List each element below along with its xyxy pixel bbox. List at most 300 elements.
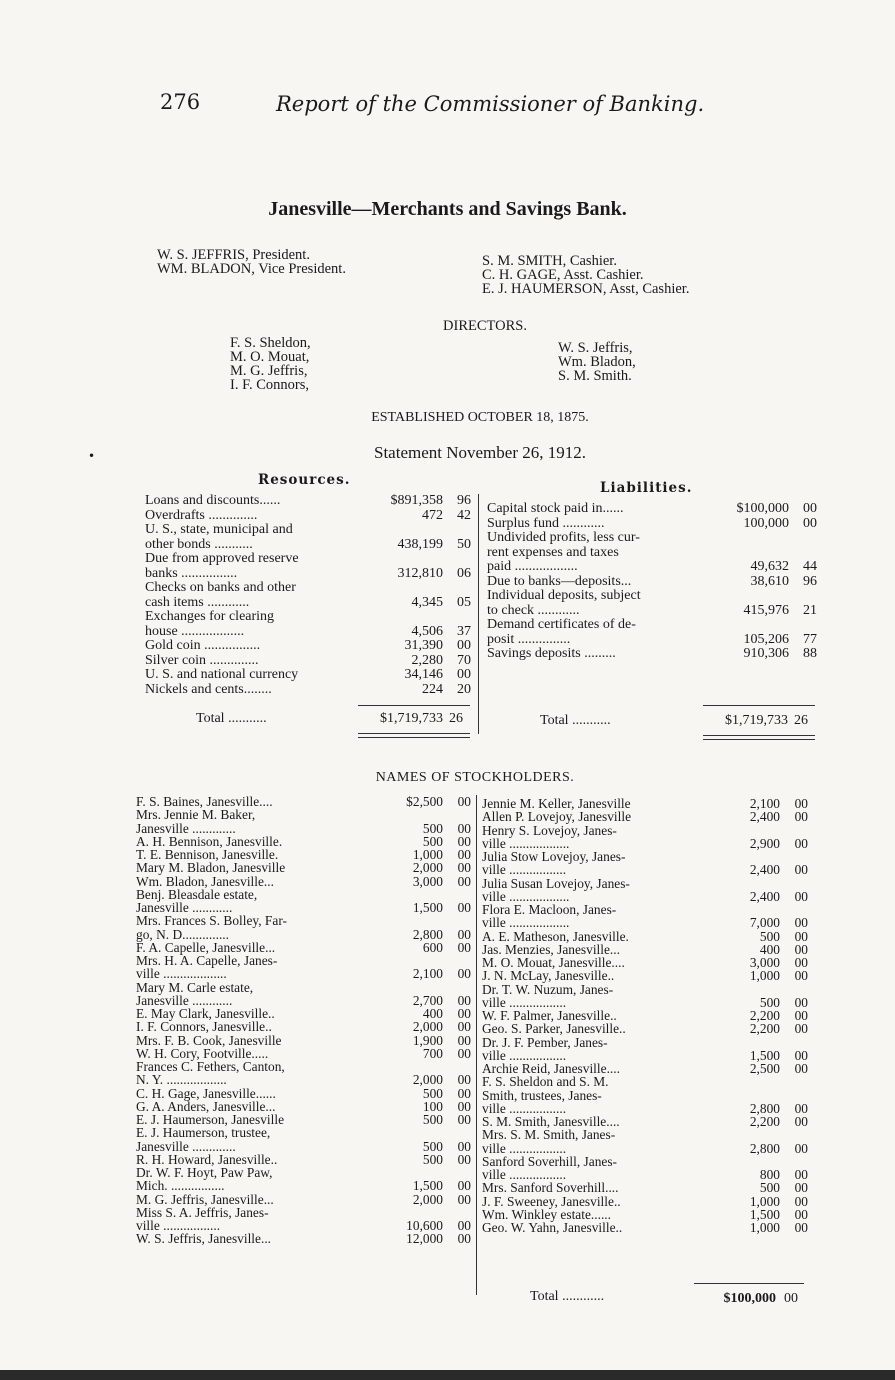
table-row — [145, 538, 471, 553]
table-row — [482, 1128, 808, 1141]
officer-asst-cashier-2: E. J. HAUMERSON, Asst, Cashier. — [482, 281, 690, 297]
row-label: Demand certificates of de- — [487, 617, 636, 632]
row-cents: 00 — [794, 1206, 808, 1222]
row-cents: 44 — [803, 559, 817, 574]
table-row — [482, 1168, 808, 1181]
row-cents: 21 — [803, 602, 817, 618]
table-row — [136, 1100, 471, 1113]
row-label: W. S. Jeffris, Janesville... — [136, 1231, 272, 1247]
row-cents: 00 — [457, 1085, 471, 1101]
row-amount: 600 — [422, 939, 443, 955]
row-label: S. M. Smith, Janesville.... — [482, 1114, 620, 1129]
row-amount: 1,000 — [412, 847, 443, 862]
table-row — [482, 956, 808, 969]
row-label: F. A. Capelle, Janesville... — [136, 939, 276, 955]
row-label: ville ................. — [482, 1100, 567, 1116]
row-label: ville .................. — [482, 915, 570, 931]
row-cents: 00 — [457, 939, 471, 955]
statement-date: Statement November 26, 1912. — [374, 443, 586, 462]
row-label: Sanford Soverhill, Janes- — [482, 1153, 617, 1169]
row-cents: 50 — [457, 536, 471, 552]
row-cents: 00 — [794, 915, 808, 931]
table-row — [482, 890, 808, 903]
row-amount: 12,000 — [406, 1231, 443, 1247]
row-amount: 2,700 — [412, 992, 443, 1008]
table-row — [145, 654, 471, 669]
row-label: Silver coin .............. — [145, 652, 259, 668]
table-row — [482, 903, 808, 916]
table-row — [482, 1062, 808, 1075]
row-label: J. N. McLay, Janesville.. — [482, 968, 615, 984]
liabilities-heading: Liabilities. — [600, 480, 693, 496]
row-cents: 00 — [794, 862, 808, 878]
row-label: ville ................. — [136, 1218, 221, 1233]
row-amount: 1,000 — [749, 968, 780, 984]
row-cents: 00 — [457, 992, 471, 1008]
row-amount: 4,345 — [411, 594, 443, 610]
row-label: ville ................. — [482, 1167, 567, 1182]
stockholders-total-cents: 00 — [784, 1291, 798, 1306]
table-row — [482, 996, 808, 1009]
row-label: Due from approved reserve — [145, 551, 299, 566]
row-cents: 00 — [794, 941, 808, 957]
row-amount: 2,000 — [412, 860, 443, 876]
row-amount: 2,900 — [749, 835, 780, 851]
row-label: N. Y. .................. — [136, 1072, 227, 1088]
row-amount: 400 — [422, 1006, 443, 1021]
row-amount: 1,900 — [412, 1032, 443, 1048]
table-row — [145, 523, 471, 538]
row-amount: 312,810 — [397, 565, 443, 581]
directors-heading: DIRECTORS. — [443, 318, 527, 334]
row-amount: 2,400 — [749, 888, 780, 904]
table-row — [145, 639, 471, 654]
row-label: Mary M. Bladon, Janesville — [136, 860, 286, 876]
row-cents: 00 — [457, 1019, 471, 1035]
row-amount: 7,000 — [749, 915, 780, 931]
table-row — [136, 1034, 471, 1047]
stockholders-right-list — [482, 797, 808, 1234]
table-row — [487, 589, 817, 604]
row-label: E. J. Haumerson, trustee, — [136, 1125, 271, 1141]
row-amount: 500 — [422, 1085, 443, 1101]
table-row — [487, 560, 817, 575]
row-cents: 00 — [803, 501, 817, 516]
row-amount: 415,976 — [743, 602, 789, 618]
table-row — [145, 552, 471, 567]
row-label: ville ................. — [482, 1047, 567, 1063]
officer-vice-president: WM. BLADON, Vice President. — [157, 261, 346, 277]
table-row — [482, 797, 808, 810]
row-label: go, N. D.............. — [136, 926, 229, 942]
table-row — [482, 1089, 808, 1102]
row-amount: 500 — [422, 1138, 443, 1154]
table-row — [482, 930, 808, 943]
double-rule — [703, 739, 815, 740]
row-label: Frances C. Fethers, Canton, — [136, 1059, 285, 1074]
table-row — [482, 863, 808, 876]
table-row — [136, 1007, 471, 1020]
table-row — [482, 1036, 808, 1049]
row-label: Nickels and cents........ — [145, 681, 272, 697]
row-label: Julia Susan Lovejoy, Janes- — [482, 875, 630, 891]
row-amount: 2,200 — [749, 1114, 780, 1129]
table-row — [136, 1219, 471, 1232]
row-label: other bonds ........... — [145, 536, 253, 552]
row-cents: 42 — [457, 507, 471, 523]
table-row — [145, 581, 471, 596]
row-cents: 00 — [794, 1167, 808, 1182]
table-row — [487, 633, 817, 648]
row-cents: 00 — [457, 1191, 471, 1207]
director: I. F. Connors, — [230, 377, 309, 393]
row-amount: 1,500 — [412, 900, 443, 915]
row-cents: 00 — [457, 1032, 471, 1048]
liabilities-table — [487, 502, 817, 662]
row-amount: 500 — [759, 928, 780, 944]
table-row — [482, 810, 808, 823]
row-cents: 00 — [457, 926, 471, 942]
table-row — [482, 943, 808, 956]
bank-title: Janesville—Merchants and Savings Bank. — [268, 198, 627, 220]
row-label: ville ................. — [482, 994, 567, 1010]
table-row — [482, 1009, 808, 1022]
row-label: ville ................. — [482, 862, 567, 878]
row-cents: 00 — [457, 1231, 471, 1247]
row-cents: 06 — [457, 565, 471, 581]
row-label: Janesville ............ — [136, 992, 233, 1008]
row-amount: 438,199 — [397, 536, 443, 552]
table-row — [482, 1195, 808, 1208]
row-label: U. S., state, municipal and — [145, 522, 293, 537]
directors-right — [558, 341, 636, 383]
row-amount: 2,400 — [749, 809, 780, 825]
column-divider — [476, 795, 477, 1295]
row-cents: 00 — [457, 1218, 471, 1233]
table-row — [136, 1087, 471, 1100]
table-row — [482, 1102, 808, 1115]
row-cents: 00 — [794, 1193, 808, 1209]
row-cents: 05 — [457, 594, 471, 610]
row-amount: 3,000 — [749, 955, 780, 970]
row-amount: 100,000 — [743, 515, 789, 531]
table-row — [482, 1221, 808, 1234]
table-row — [145, 625, 471, 640]
table-row — [136, 967, 471, 980]
table-row — [145, 683, 471, 698]
row-label: Allen P. Lovejoy, Janesville — [482, 809, 632, 825]
double-rule — [358, 737, 470, 738]
row-cents: 00 — [794, 1021, 808, 1037]
row-cents: 00 — [794, 835, 808, 851]
officers-left — [157, 248, 346, 276]
row-label: Due to banks—deposits... — [487, 573, 632, 589]
table-row — [482, 824, 808, 837]
table-row — [136, 1073, 471, 1086]
row-cents: 20 — [457, 681, 471, 697]
table-row — [136, 994, 471, 1007]
table-row — [487, 531, 817, 546]
row-cents: 00 — [794, 1220, 808, 1235]
table-row — [136, 954, 471, 967]
table-row — [487, 618, 817, 633]
liabilities-total-cents: 26 — [794, 713, 808, 728]
table-row — [136, 901, 471, 914]
table-row — [487, 517, 817, 532]
stockholders-total-label: Total ............ — [530, 1289, 605, 1304]
row-cents: 00 — [794, 994, 808, 1010]
row-cents: 00 — [457, 847, 471, 862]
resources-total-cents: 26 — [449, 711, 463, 726]
row-label: banks ................ — [145, 565, 238, 581]
double-rule — [703, 735, 815, 736]
director: M. G. Jeffris, — [230, 363, 308, 379]
row-cents: 00 — [457, 1045, 471, 1061]
row-label: J. F. Sweeney, Janesville.. — [482, 1193, 621, 1209]
row-label: R. H. Howard, Janesville.. — [136, 1151, 278, 1167]
row-cents: 00 — [794, 1047, 808, 1063]
row-cents: 00 — [794, 955, 808, 970]
director: W. S. Jeffris, — [558, 340, 633, 356]
liabilities-total-amount: $1,719,733 — [725, 713, 788, 728]
row-label: Mary M. Carle estate, — [136, 979, 254, 995]
established-date: ESTABLISHED OCTOBER 18, 1875. — [371, 410, 589, 425]
row-amount: 2,280 — [411, 652, 443, 668]
row-label: Mrs. S. M. Smith, Janes- — [482, 1127, 616, 1143]
row-label: Wm. Bladon, Janesville... — [136, 873, 274, 889]
row-cents: 00 — [457, 900, 471, 915]
row-cents: 00 — [457, 1178, 471, 1194]
table-row — [136, 1193, 471, 1206]
row-label: M. G. Jeffris, Janesville... — [136, 1191, 274, 1207]
row-amount: 2,200 — [749, 1008, 780, 1023]
row-label: Surplus fund ............ — [487, 515, 605, 531]
row-label: Overdrafts .............. — [145, 507, 258, 523]
row-amount: 472 — [422, 507, 443, 523]
row-amount: 31,390 — [404, 638, 443, 653]
row-amount: 500 — [422, 833, 443, 849]
table-row — [482, 1155, 808, 1168]
row-amount: 1,000 — [749, 1193, 780, 1209]
row-label: Savings deposits ......... — [487, 646, 616, 661]
row-cents: 00 — [457, 1072, 471, 1088]
row-amount: 500 — [422, 1112, 443, 1127]
table-row — [136, 981, 471, 994]
row-label: C. H. Gage, Janesville...... — [136, 1085, 276, 1101]
row-label: Dr. W. F. Hoyt, Paw Paw, — [136, 1165, 273, 1180]
row-label: Janesville ............. — [136, 1138, 236, 1154]
row-amount: 2,800 — [412, 926, 443, 942]
row-amount: 500 — [422, 1151, 443, 1167]
row-amount: 1,500 — [749, 1047, 780, 1063]
row-label: A. H. Bennison, Janesville. — [136, 833, 283, 849]
row-cents: 00 — [794, 809, 808, 825]
row-label: Mrs. Sanford Soverhill.... — [482, 1180, 619, 1196]
table-row — [487, 604, 817, 619]
row-cents: 00 — [803, 515, 817, 531]
row-label: Janesville ............. — [136, 820, 236, 836]
table-row — [482, 969, 808, 982]
table-row — [136, 1060, 471, 1073]
row-amount: 2,000 — [412, 1191, 443, 1207]
row-cents: 00 — [794, 888, 808, 904]
row-label: Henry S. Lovejoy, Janes- — [482, 822, 617, 838]
row-amount: 2,000 — [412, 1019, 443, 1035]
scan-edge — [0, 1370, 895, 1380]
row-label: Mrs. Frances S. Bolley, Far- — [136, 913, 287, 929]
row-amount: 100 — [422, 1098, 443, 1114]
table-row — [482, 850, 808, 863]
table-row — [136, 1140, 471, 1153]
row-amount: 910,306 — [743, 646, 789, 661]
table-row — [136, 928, 471, 941]
row-amount: 34,146 — [404, 667, 443, 682]
page-number: 276 — [160, 90, 201, 114]
table-row — [136, 861, 471, 874]
table-row — [482, 1049, 808, 1062]
table-row — [136, 808, 471, 821]
row-amount: 700 — [422, 1045, 443, 1061]
row-label: ville ................. — [482, 1140, 567, 1156]
row-cents: 77 — [803, 631, 817, 647]
row-amount: 10,600 — [406, 1218, 443, 1233]
row-label: Janesville ............ — [136, 900, 233, 915]
row-label: ville .................. — [482, 835, 570, 851]
row-amount: 500 — [759, 994, 780, 1010]
total-rule — [694, 1283, 804, 1284]
bullet-mark: • — [88, 449, 96, 463]
resources-total-amount: $1,719,733 — [380, 711, 443, 726]
row-cents: 00 — [457, 667, 471, 682]
table-row — [136, 848, 471, 861]
row-label: Wm. Winkley estate...... — [482, 1206, 611, 1222]
liabilities-total-label: Total ........... — [540, 713, 611, 728]
row-amount: 2,800 — [749, 1100, 780, 1116]
row-amount: $891,358 — [390, 493, 443, 508]
row-label: house .................. — [145, 623, 245, 639]
row-cents: 00 — [457, 820, 471, 836]
row-label: cash items ............ — [145, 594, 250, 610]
director: M. O. Mouat, — [230, 349, 310, 365]
table-row — [136, 1126, 471, 1139]
row-cents: 00 — [457, 1151, 471, 1167]
table-row — [487, 575, 817, 590]
row-cents: 88 — [803, 646, 817, 661]
table-row — [136, 1047, 471, 1060]
row-amount: 1,500 — [749, 1206, 780, 1222]
row-cents: 37 — [457, 623, 471, 639]
row-amount: 2,800 — [749, 1140, 780, 1156]
director: F. S. Sheldon, — [230, 335, 311, 351]
table-row — [482, 916, 808, 929]
row-cents: 96 — [457, 493, 471, 508]
table-row — [482, 1208, 808, 1221]
directors-left — [230, 336, 311, 392]
resources-heading: Resources. — [258, 472, 351, 488]
table-row — [145, 668, 471, 683]
row-cents: 00 — [457, 794, 471, 809]
row-amount: 500 — [759, 1180, 780, 1196]
row-amount: 3,000 — [412, 873, 443, 889]
row-cents: 00 — [457, 1098, 471, 1114]
row-cents: 00 — [794, 928, 808, 944]
row-cents: 00 — [457, 860, 471, 876]
row-label: W. F. Palmer, Janesville.. — [482, 1008, 617, 1023]
row-label: paid .................. — [487, 559, 578, 574]
row-cents: 00 — [794, 1061, 808, 1076]
row-label: Julia Stow Lovejoy, Janes- — [482, 849, 626, 864]
double-rule — [358, 733, 470, 734]
row-label: Benj. Bleasdale estate, — [136, 886, 258, 902]
row-label: F. S. Sheldon and S. M. — [482, 1074, 609, 1090]
table-row — [482, 1075, 808, 1088]
row-label: posit ............... — [487, 631, 571, 647]
row-amount: 1,500 — [412, 1178, 443, 1194]
resources-total-label: Total ........... — [196, 711, 267, 726]
table-row — [136, 795, 471, 808]
row-label: U. S. and national currency — [145, 667, 299, 682]
row-cents: 00 — [794, 1008, 808, 1023]
table-row — [136, 1113, 471, 1126]
table-row — [136, 1232, 471, 1245]
row-label: Archie Reid, Janesville.... — [482, 1061, 620, 1076]
row-label: E. May Clark, Janesville.. — [136, 1006, 275, 1021]
table-row — [145, 494, 471, 509]
row-label: ville ................... — [136, 966, 227, 982]
stockholders-total-amount: $100,000 — [723, 1291, 776, 1306]
row-label: A. E. Matheson, Janesville. — [482, 928, 629, 944]
table-row — [136, 1206, 471, 1219]
row-label: G. A. Anders, Janesville... — [136, 1098, 276, 1114]
row-amount: 400 — [759, 941, 780, 957]
row-amount: 2,000 — [412, 1072, 443, 1088]
row-cents: 00 — [794, 1100, 808, 1116]
table-row — [482, 1181, 808, 1194]
row-label: F. S. Baines, Janesville.... — [136, 794, 273, 809]
stockholders-left-list — [136, 795, 471, 1246]
row-label: Dr. T. W. Nuzum, Janes- — [482, 981, 614, 997]
row-amount: 4,506 — [411, 623, 443, 639]
table-row — [487, 502, 817, 517]
row-amount: 800 — [759, 1167, 780, 1182]
row-amount: 2,100 — [749, 796, 780, 811]
officers-right — [482, 254, 689, 296]
row-amount: $100,000 — [736, 501, 789, 516]
table-row — [482, 877, 808, 890]
row-cents: 00 — [457, 966, 471, 982]
row-label: to check ............ — [487, 602, 580, 618]
table-row — [136, 914, 471, 927]
row-amount: 1,000 — [749, 1220, 780, 1235]
row-label: E. J. Haumerson, Janesville — [136, 1112, 285, 1127]
row-cents: 00 — [457, 833, 471, 849]
table-row — [136, 1153, 471, 1166]
row-amount: 2,100 — [412, 966, 443, 982]
row-label: Mrs. H. A. Capelle, Janes- — [136, 953, 278, 968]
table-row — [136, 1020, 471, 1033]
row-cents: 96 — [803, 573, 817, 589]
row-label: Exchanges for clearing — [145, 609, 275, 624]
row-label: rent expenses and taxes — [487, 544, 619, 560]
row-label: W. H. Cory, Footville..... — [136, 1045, 269, 1061]
row-label: Dr. J. F. Pember, Janes- — [482, 1034, 608, 1050]
row-label: Miss S. A. Jeffris, Janes- — [136, 1204, 269, 1220]
table-row — [136, 1179, 471, 1192]
row-label: I. F. Connors, Janesville.. — [136, 1019, 272, 1035]
table-row — [145, 509, 471, 524]
row-cents: 00 — [794, 1180, 808, 1196]
row-label: Checks on banks and other — [145, 580, 296, 595]
